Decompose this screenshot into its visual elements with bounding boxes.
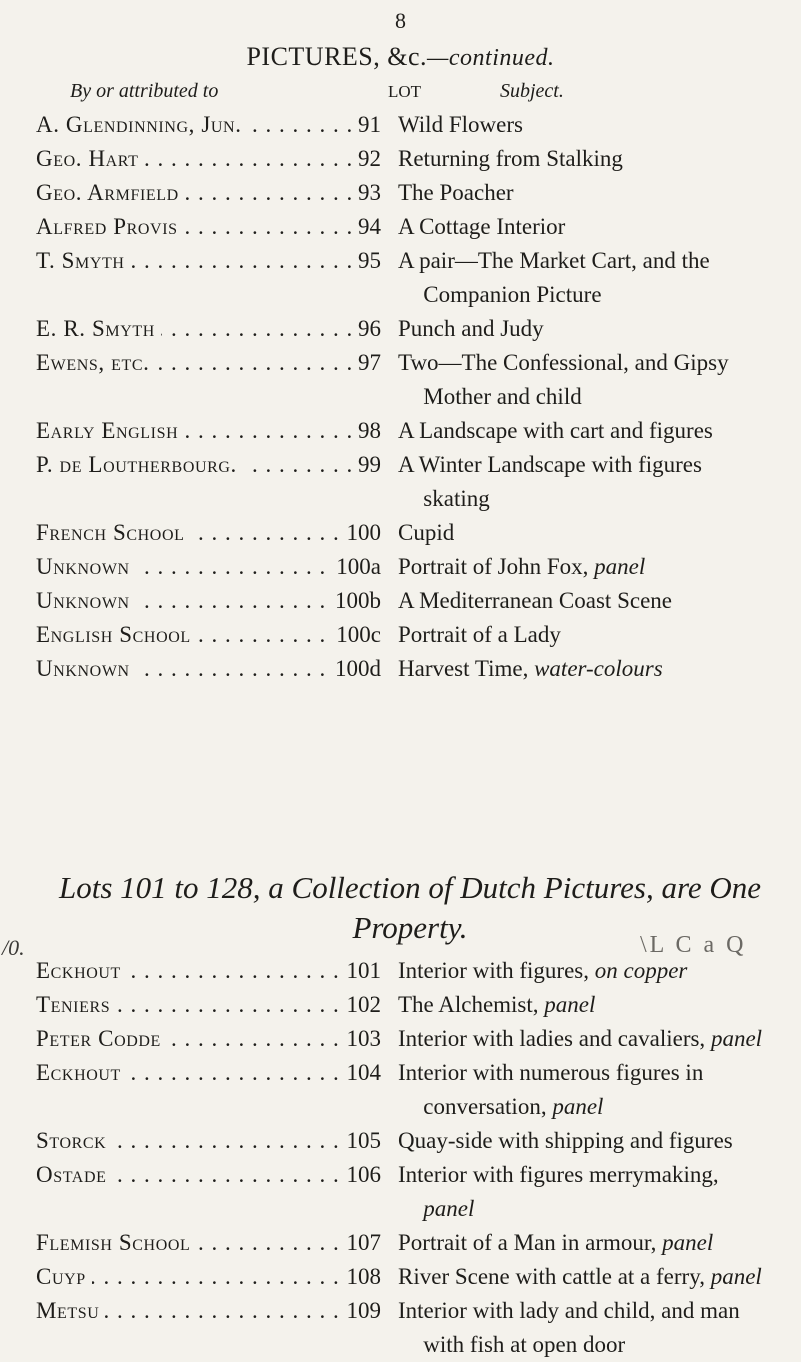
lot-list-bottom	[36, 954, 776, 1362]
artist-name: Geo. Hart	[36, 146, 145, 171]
artist-name: Cuyp	[36, 1264, 92, 1289]
lot-number: 91	[354, 112, 381, 137]
subject-text: Interior with figures,	[398, 958, 589, 983]
lot-number: 100b	[331, 588, 381, 613]
subject-text: Portrait of a Man in armour,	[398, 1230, 657, 1255]
artist-cell	[36, 584, 381, 618]
lot-entry	[36, 1158, 776, 1226]
artist-cell	[36, 346, 381, 380]
artist-name: Alfred Provis	[36, 214, 184, 239]
subject-text: The Poacher	[398, 180, 514, 205]
section-heading: Lots 101 to 128, a Collection of Dutch Pictures, are One Property.	[58, 870, 762, 945]
subject-cell	[398, 346, 776, 414]
subject-cell	[398, 1056, 776, 1124]
artist-cell	[36, 244, 381, 278]
artist-cell	[36, 312, 381, 346]
subject-text: Interior with numerous figures in conversation,	[398, 1060, 704, 1119]
subject-text: Harvest Time,	[398, 656, 529, 681]
lot-entry	[36, 346, 776, 414]
artist-cell	[36, 550, 381, 584]
lot-entry	[36, 988, 776, 1022]
header-artist: By or attributed to	[70, 80, 219, 102]
artist-name: Eckhout	[36, 1060, 127, 1085]
artist-name: Ewens, etc.	[36, 350, 155, 375]
page-number: 8	[395, 8, 406, 33]
subject-cell	[398, 954, 776, 988]
artist-name: E. R. Smyth	[36, 316, 161, 341]
subject-cell	[398, 516, 776, 550]
subject-cell	[398, 210, 776, 244]
lot-entry	[36, 618, 776, 652]
subject-text: Portrait of John Fox,	[398, 554, 589, 579]
lot-entry	[36, 652, 776, 686]
lot-number: 102	[343, 992, 382, 1017]
lot-entry	[36, 244, 776, 312]
lot-number: 103	[343, 1026, 382, 1051]
lot-entry	[36, 1294, 776, 1362]
artist-name: Peter Codde	[36, 1026, 167, 1051]
artist-name: Unknown	[36, 554, 136, 579]
lot-entry	[36, 1260, 776, 1294]
artist-name: Unknown	[36, 588, 136, 613]
artist-name: French School	[36, 520, 190, 545]
subject-text: Interior with ladies and cavaliers,	[398, 1026, 706, 1051]
subject-cell	[398, 414, 776, 448]
medium-note: panel	[544, 992, 596, 1017]
header-lot: LOT	[388, 82, 422, 101]
lot-number: 108	[343, 1264, 382, 1289]
artist-name: T. Smyth	[36, 248, 131, 273]
subject-cell	[398, 1260, 776, 1294]
subject-text: The Alchemist,	[398, 992, 539, 1017]
artist-cell	[36, 1294, 381, 1328]
subject-text: Two—The Confessional, and Gipsy Mother and child	[398, 350, 729, 409]
medium-note: panel	[662, 1230, 714, 1255]
column-headers	[70, 80, 790, 104]
artist-name: P. de Loutherbourg.	[36, 452, 243, 477]
lot-number: 100d	[331, 656, 381, 681]
subject-cell	[398, 652, 776, 686]
subject-cell	[398, 244, 776, 312]
subject-text: River Scene with cattle at a ferry,	[398, 1264, 705, 1289]
lot-entry	[36, 108, 776, 142]
medium-note: panel	[710, 1026, 763, 1051]
subject-cell	[398, 1294, 776, 1362]
artist-name: Storck	[36, 1128, 112, 1153]
lot-number: 100	[343, 520, 382, 545]
artist-name: Early English	[36, 418, 184, 443]
lot-entry	[36, 1056, 776, 1124]
artist-name: Ostade	[36, 1162, 112, 1187]
page-title-text: PICTURES, &c.	[246, 42, 428, 71]
subject-text: Cupid	[398, 520, 455, 545]
header-subject: Subject.	[500, 80, 564, 102]
artist-cell	[36, 414, 381, 448]
subject-cell	[398, 312, 776, 346]
subject-cell	[398, 584, 776, 618]
lot-number: 101	[343, 958, 382, 983]
lot-entry	[36, 142, 776, 176]
artist-cell	[36, 142, 381, 176]
lot-number: 99	[354, 452, 381, 477]
subject-text: A pair—The Market Cart, and the Companion Picture	[398, 248, 710, 307]
lot-number: 100c	[332, 622, 381, 647]
subject-text: Punch and Judy	[398, 316, 544, 341]
artist-cell	[36, 176, 381, 210]
medium-note: panel	[423, 1196, 475, 1221]
lot-entry	[36, 312, 776, 346]
artist-name: Unknown	[36, 656, 136, 681]
subject-cell	[398, 1124, 776, 1158]
lot-number: 105	[343, 1128, 382, 1153]
artist-name: Metsu	[36, 1298, 105, 1323]
subject-text: A Mediterranean Coast Scene	[398, 588, 672, 613]
lot-number: 106	[343, 1162, 382, 1187]
medium-note: panel	[552, 1094, 604, 1119]
artist-cell	[36, 210, 381, 244]
margin-annotation: /0.	[2, 935, 25, 960]
subject-cell	[398, 448, 776, 516]
continued-label: —continued.	[427, 45, 555, 71]
artist-cell	[36, 1226, 381, 1260]
lot-number: 93	[354, 180, 381, 205]
lot-entry	[36, 550, 776, 584]
page-title	[0, 42, 801, 72]
medium-note: on copper	[594, 958, 688, 983]
artist-cell	[36, 516, 381, 550]
subject-cell	[398, 988, 776, 1022]
lot-list-top	[36, 108, 776, 686]
lot-entry	[36, 176, 776, 210]
artist-cell	[36, 1158, 381, 1192]
lot-entry	[36, 1226, 776, 1260]
subject-text: A Landscape with cart and figures	[398, 418, 713, 443]
lot-number: 92	[354, 146, 381, 171]
artist-name: A. Glendinning, Jun.	[36, 112, 248, 137]
subject-text: Interior with lady and child, and man with fish at open door	[398, 1298, 740, 1357]
artist-cell	[36, 1056, 381, 1090]
lot-number: 95	[354, 248, 381, 273]
subject-text: A Winter Landscape with figures skating	[398, 452, 702, 511]
medium-note: panel	[594, 554, 646, 579]
lot-number: 107	[343, 1230, 382, 1255]
medium-note: water-colours	[534, 656, 663, 681]
subject-cell	[398, 618, 776, 652]
artist-name: Teniers	[36, 992, 116, 1017]
subject-cell	[398, 1022, 776, 1056]
artist-cell	[36, 108, 381, 142]
lot-entry	[36, 584, 776, 618]
lot-entry	[36, 516, 776, 550]
subject-text: A Cottage Interior	[398, 214, 566, 239]
medium-note: panel	[710, 1264, 762, 1289]
lot-entry	[36, 210, 776, 244]
subject-cell	[398, 1226, 776, 1260]
lot-number: 94	[354, 214, 381, 239]
lot-entry	[36, 414, 776, 448]
artist-name: English School	[36, 622, 197, 647]
subject-cell	[398, 108, 776, 142]
lot-number: 98	[354, 418, 381, 443]
artist-cell	[36, 988, 381, 1022]
lot-entry	[36, 448, 776, 516]
artist-name: Geo. Armfield	[36, 180, 185, 205]
subject-cell	[398, 1158, 776, 1226]
handwritten-scribble: \L C a Q	[640, 932, 747, 958]
subject-text: Portrait of a Lady	[398, 622, 561, 647]
lot-number: 109	[343, 1298, 382, 1323]
lot-number: 100a	[332, 554, 381, 579]
artist-cell	[36, 954, 381, 988]
subject-text: Wild Flowers	[398, 112, 523, 137]
subject-cell	[398, 142, 776, 176]
lot-entry	[36, 1124, 776, 1158]
lot-entry	[36, 1022, 776, 1056]
subject-cell	[398, 550, 776, 584]
artist-cell	[36, 1124, 381, 1158]
subject-text: Quay-side with shipping and figures	[398, 1128, 733, 1153]
artist-name: Flemish School	[36, 1230, 196, 1255]
lot-number: 104	[343, 1060, 382, 1085]
artist-cell	[36, 1022, 381, 1056]
subject-text: Interior with figures merrymaking,	[398, 1162, 719, 1187]
subject-text: Returning from Stalking	[398, 146, 623, 171]
artist-cell	[36, 618, 381, 652]
artist-cell	[36, 1260, 381, 1294]
lot-entry	[36, 954, 776, 988]
subject-cell	[398, 176, 776, 210]
lot-number: 97	[354, 350, 381, 375]
artist-name: Eckhout	[36, 958, 127, 983]
lot-number: 96	[354, 316, 381, 341]
artist-cell	[36, 448, 381, 482]
artist-cell	[36, 652, 381, 686]
